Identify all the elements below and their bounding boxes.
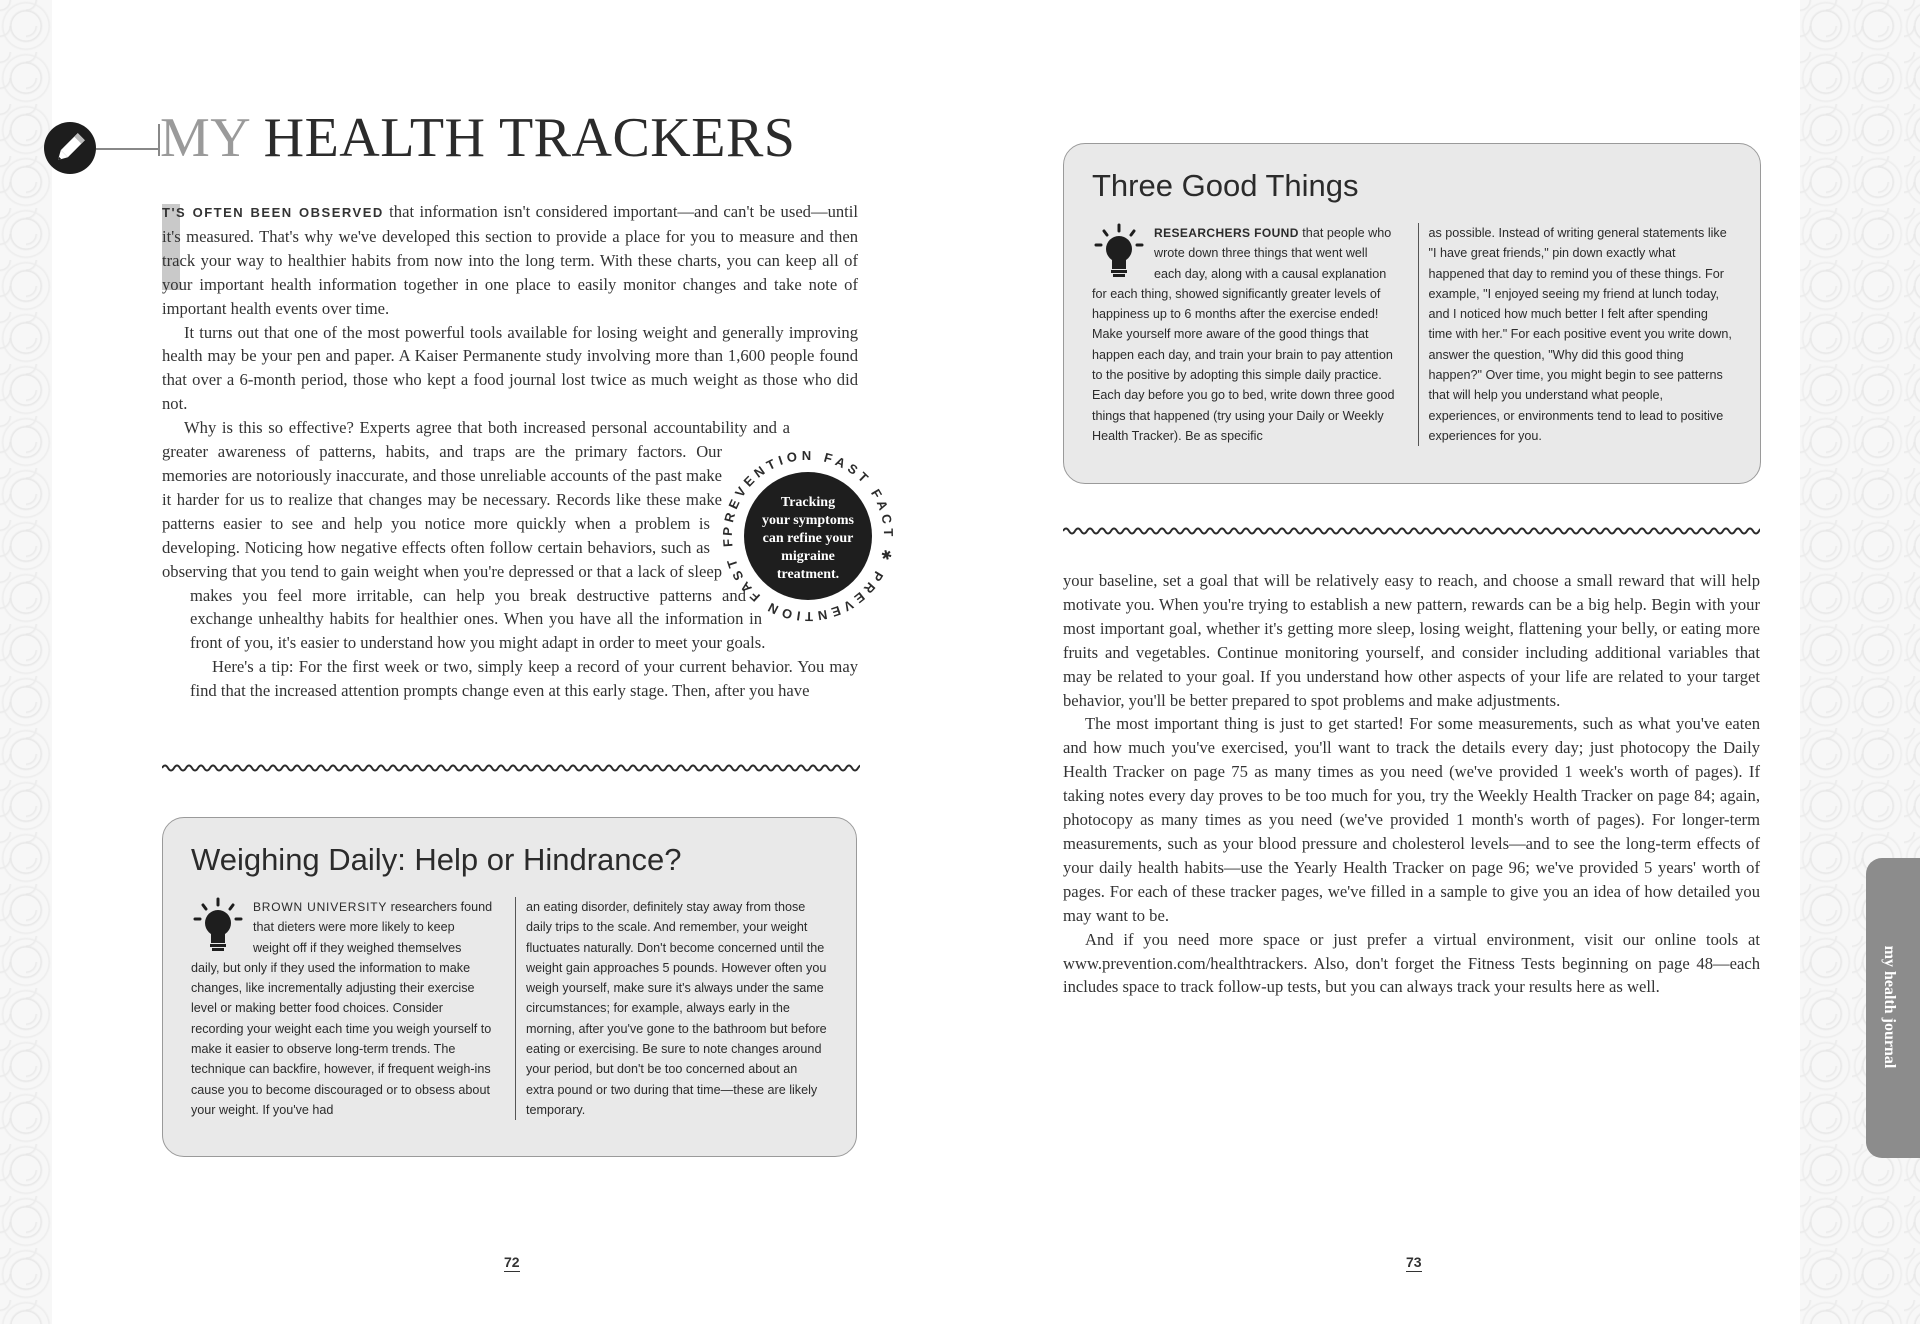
paragraph: your baseline, set a goal that will be relatively easy to reach, and choose a small reward that will help motivate you. When you're trying to establish a new pattern, rewards can be a big help. Begin with your most important goal, whether it's getting more sleep, losing weight, flattening your belly, or eating more fruits and vegetables. Continue monitoring yourself, and consider including additional variables that may be related to your goal. If you understand how other aspects of your life are related to your target behavior, you'll be better prepared to spot problems and make adjustments.: [1063, 571, 1760, 710]
sidebar-box-three-good-things: [1063, 143, 1761, 484]
page-number-left: 72: [504, 1254, 520, 1270]
lightbulb-icon: [1092, 223, 1146, 281]
paragraph: Why is this so effective? Experts agree that both increased personal accountability and a greater awareness of patterns, habits, and traps are the primary factors. Our memories are notoriously inaccurate, and those unreliable accounts of the past make it harder for us to realize that changes may be necessary. Records like these make patterns easier to see and help you notice more quickly when a problem is developing. Noticing how negative effects often follow certain behaviors, such as observing that you tend to gain weight when you're depressed or that a lack of sleep makes you feel more irritable, can help you break destructive patterns and exchange unhealthy habits for healthier ones. When you have all the information in front of you, it's easier to understand how you might adapt in order to meet your goals.: [162, 418, 790, 653]
lead-in: T'S OFTEN BEEN OBSERVED: [162, 205, 384, 220]
fast-fact-line: migraine: [781, 549, 835, 564]
page-number-right: 73: [1406, 1254, 1422, 1270]
sidebar-column: RESEARCHERS FOUND that people who wrote down three things that went well each day, along with a causal explanation for each thing, showed significantly greater levels of happiness up to 6 months after the exercise ended! Make yourself more aware of the good things that happen each day, and train your brain to pay attention to the positive by adopting this simple daily practice. Each day before you go to bed, write down three good things that happened (try using your Daily or Weekly Health Tracker). Be as specific: [1092, 223, 1396, 446]
sidebar-title: Weighing Daily: Help or Hindrance?: [191, 842, 682, 877]
page-title-dark: HEALTH TRACKERS: [263, 107, 796, 169]
page-title: [160, 106, 795, 170]
sidebar-box-weighing: [162, 817, 857, 1157]
fast-fact-line: Tracking: [780, 495, 836, 510]
fast-fact-line: can refine your: [762, 531, 854, 546]
page-title-light: MY: [160, 107, 250, 169]
pencil-icon: [44, 122, 96, 174]
fast-fact-ring-text: PREVENTION FAST FACT ✱ PREVENTION FAST F: [719, 447, 897, 625]
title-rule: [96, 148, 160, 150]
fast-fact-line: treatment.: [776, 567, 840, 582]
paragraph: Here's a tip: For the first week or two, simply keep a record of your current behavior. You may find that the increased attention prompts change even at this early stage. Then, after you have: [190, 657, 858, 701]
fast-fact-badge: [718, 446, 898, 626]
paragraph: T'S OFTEN BEEN OBSERVED that information isn't considered important—and can't be used—until it's measured. That's why we've developed this section to provide a place for you to measure and then track your way to healthier habits from now into the long term. With these charts, you can keep all of your important health information together in one place to easily monitor changes and take note of important health events over time.: [162, 202, 858, 318]
sidebar-lead: BROWN UNIVERSITY: [253, 900, 388, 914]
sidebar-column: an eating disorder, definitely stay away from those daily trips to the scale. And remember, your weight fluctuates naturally. Don't become concerned until the weight gain approaches 5 pounds. However often you weigh yourself, make sure it's always under the same circumstances; for example, always early in the morning, after you've gone to the bathroom but before eating or exercising. Be sure to note changes around your period, but don't be too concerned about an extra pound or two during that time—these are likely temporary.: [515, 897, 828, 1120]
wavy-divider: [1063, 525, 1760, 537]
side-tab-label: my health journal: [1881, 945, 1898, 1069]
wavy-divider: [162, 762, 860, 774]
lightbulb-icon: [191, 897, 245, 955]
paragraph: The most important thing is just to get started! For some measurements, such as what you've eaten and how much you've exercised, you'll want to track the details every day; just photocopy the Daily Health Tracker on page 75 as many times as you need (we've provided 1 week's worth of pages). If taking notes every day proves to be too much for you, try the Weekly Health Tracker on page 84; again, photocopy as many times as you need (we've provided 1 month's worth of pages). For longer-term measurements, such as your blood pressure and cholesterol levels—and to see the long-term effects of your daily health habits—use the Yearly Health Tracker on page 96; we've provided 5 years' worth of pages. For each of these tracker pages, we've filled in a sample to give you an idea of how detailed you may want to be.: [1063, 714, 1760, 925]
decorative-pattern-left: [0, 0, 52, 1324]
sidebar-lead: RESEARCHERS FOUND: [1154, 226, 1299, 240]
paragraph: It turns out that one of the most powerful tools available for losing weight and generally improving health may be your pen and paper. A Kaiser Permanente study involving more than 1,600 people found that over a 6-month period, those who kept a food journal lost twice as much weight as those who did not.: [162, 322, 858, 414]
right-page-body: [1063, 569, 1760, 999]
sidebar-column: BROWN UNIVERSITY researchers found that dieters were more likely to keep weight off if they weighed themselves daily, but only if they used the information to make changes, like incrementally adjusting their exercise level or making better food choices. Consider recording your weight each time you weigh yourself to make it easier to observe long-term trends. The technique can backfire, however, if frequent weigh-ins cause you to become discouraged or to obsess about your weight. If you've had: [191, 897, 493, 1120]
sidebar-column: as possible. Instead of writing general statements like "I have great friends," pin down exactly what happened that day to remind you of these things. For example, "I enjoyed seeing my friend at lunch today, and I noticed how much better I felt after spending time with her." For each positive event you write down, answer the question, "Why did this good thing happen?" Over time, you might begin to see patterns that will help you understand what people, experiences, or environments tend to lead to positive experiences for you.: [1418, 223, 1733, 446]
paragraph: And if you need more space or just prefer a virtual environment, visit our online tools at www.prevention.com/healthtrackers. Also, don't forget the Fitness Tests beginning on page 48—each includes space to track follow-up tests, but you can always track your results here as well.: [1063, 929, 1760, 997]
sidebar-title: Three Good Things: [1092, 168, 1359, 203]
fast-fact-line: your symptoms: [762, 513, 854, 528]
